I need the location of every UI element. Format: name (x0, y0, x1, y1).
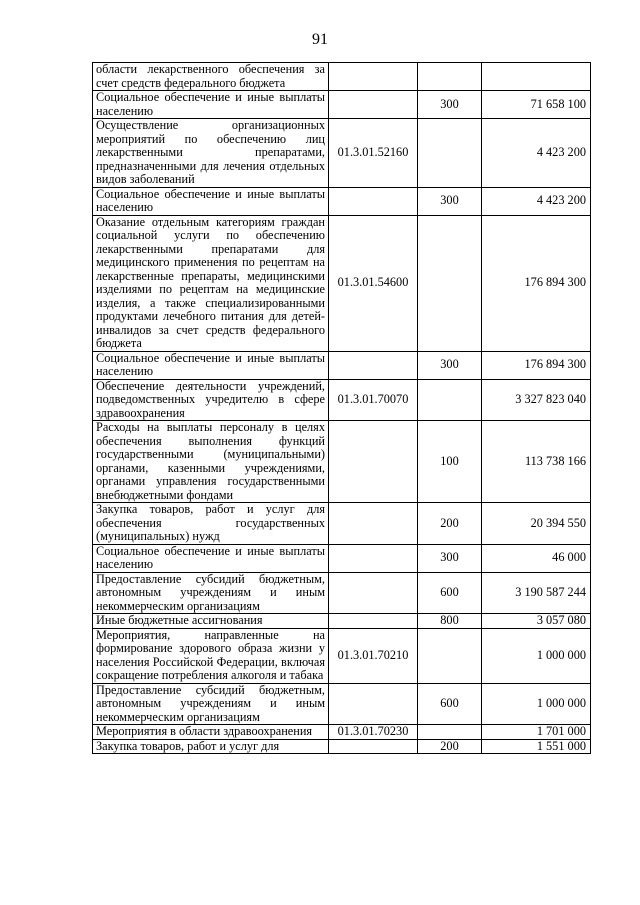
amount: 3 190 587 244 (482, 572, 591, 614)
expense-type: 100 (418, 421, 482, 503)
expense-name: Закупка товаров, работ и услуг для обеспечения государственных (муниципальных) нужд (93, 503, 329, 545)
expense-name: Мероприятия в области здравоохранения (93, 725, 329, 740)
expense-type (418, 628, 482, 683)
expense-type (418, 215, 482, 351)
budget-table-body (93, 63, 591, 754)
expense-type: 300 (418, 187, 482, 215)
budget-table (92, 62, 591, 754)
expense-type: 300 (418, 91, 482, 119)
table-row (93, 379, 591, 421)
expense-name: Предоставление субсидий бюджетным, автономным учреждениям и иным некоммерческим организациям (93, 683, 329, 725)
amount: 1 000 000 (482, 683, 591, 725)
amount: 20 394 550 (482, 503, 591, 545)
amount: 1 701 000 (482, 725, 591, 740)
expense-name: Расходы на выплаты персоналу в целях обеспечения выполнения функций государственными (муниципальными) органами, казенными учреждениями, органами управления государственными внебюджетными фондами (93, 421, 329, 503)
target-code: 01.3.01.52160 (329, 119, 418, 188)
expense-type: 800 (418, 614, 482, 629)
target-code: 01.3.01.70210 (329, 628, 418, 683)
target-code: 01.3.01.70070 (329, 379, 418, 421)
table-row (93, 683, 591, 725)
expense-type: 600 (418, 683, 482, 725)
target-code (329, 683, 418, 725)
table-row (93, 421, 591, 503)
table-row (93, 503, 591, 545)
amount (482, 63, 591, 91)
target-code (329, 739, 418, 754)
amount: 3 057 080 (482, 614, 591, 629)
table-row (93, 614, 591, 629)
amount: 3 327 823 040 (482, 379, 591, 421)
target-code (329, 614, 418, 629)
expense-name: Оказание отдельным категориям граждан социальной услуги по обеспечению лекарственными препаратами для медицинского применения по рецептам на лекарственные препараты, медицинскими изделиями по рецептам на медицинские изделия, а также специализированными продуктами лечебного питания для детей-инвалидов за счет средств федерального бюджета (93, 215, 329, 351)
target-code (329, 544, 418, 572)
page-number: 91 (312, 31, 328, 48)
amount: 4 423 200 (482, 119, 591, 188)
target-code (329, 503, 418, 545)
amount: 1 551 000 (482, 739, 591, 754)
table-row (93, 351, 591, 379)
table-row (93, 628, 591, 683)
table-row (93, 725, 591, 740)
target-code (329, 63, 418, 91)
expense-type: 300 (418, 544, 482, 572)
amount: 176 894 300 (482, 215, 591, 351)
expense-name: Социальное обеспечение и иные выплаты населению (93, 187, 329, 215)
target-code: 01.3.01.54600 (329, 215, 418, 351)
amount: 46 000 (482, 544, 591, 572)
amount: 4 423 200 (482, 187, 591, 215)
expense-name: Обеспечение деятельности учреждений, подведомственных учредителю в сфере здравоохранения (93, 379, 329, 421)
target-code (329, 91, 418, 119)
expense-type (418, 725, 482, 740)
table-row (93, 572, 591, 614)
expense-type (418, 119, 482, 188)
target-code (329, 421, 418, 503)
expense-type: 200 (418, 739, 482, 754)
table-row (93, 63, 591, 91)
table-row (93, 91, 591, 119)
expense-name: области лекарственного обеспечения за счет средств федерального бюджета (93, 63, 329, 91)
expense-name: Осуществление организационных мероприятий по обеспечению лиц лекарственными препаратами, предназначенными для лечения отдельных видов заболеваний (93, 119, 329, 188)
expense-type (418, 379, 482, 421)
amount: 71 658 100 (482, 91, 591, 119)
expense-name: Социальное обеспечение и иные выплаты населению (93, 351, 329, 379)
table-row (93, 544, 591, 572)
expense-type: 200 (418, 503, 482, 545)
table-row (93, 739, 591, 754)
expense-name: Мероприятия, направленные на формирование здорового образа жизни у населения Российской Федерации, включая сокращение потребления алкоголя и табака (93, 628, 329, 683)
amount: 113 738 166 (482, 421, 591, 503)
table-row (93, 215, 591, 351)
table-row (93, 187, 591, 215)
amount: 1 000 000 (482, 628, 591, 683)
expense-type: 300 (418, 351, 482, 379)
expense-type: 600 (418, 572, 482, 614)
expense-type (418, 63, 482, 91)
table-row (93, 119, 591, 188)
expense-name: Предоставление субсидий бюджетным, автономным учреждениям и иным некоммерческим организациям (93, 572, 329, 614)
target-code (329, 351, 418, 379)
expense-name: Социальное обеспечение и иные выплаты населению (93, 544, 329, 572)
target-code (329, 572, 418, 614)
expense-name: Социальное обеспечение и иные выплаты населению (93, 91, 329, 119)
target-code: 01.3.01.70230 (329, 725, 418, 740)
expense-name: Закупка товаров, работ и услуг для (93, 739, 329, 754)
amount: 176 894 300 (482, 351, 591, 379)
expense-name: Иные бюджетные ассигнования (93, 614, 329, 629)
target-code (329, 187, 418, 215)
